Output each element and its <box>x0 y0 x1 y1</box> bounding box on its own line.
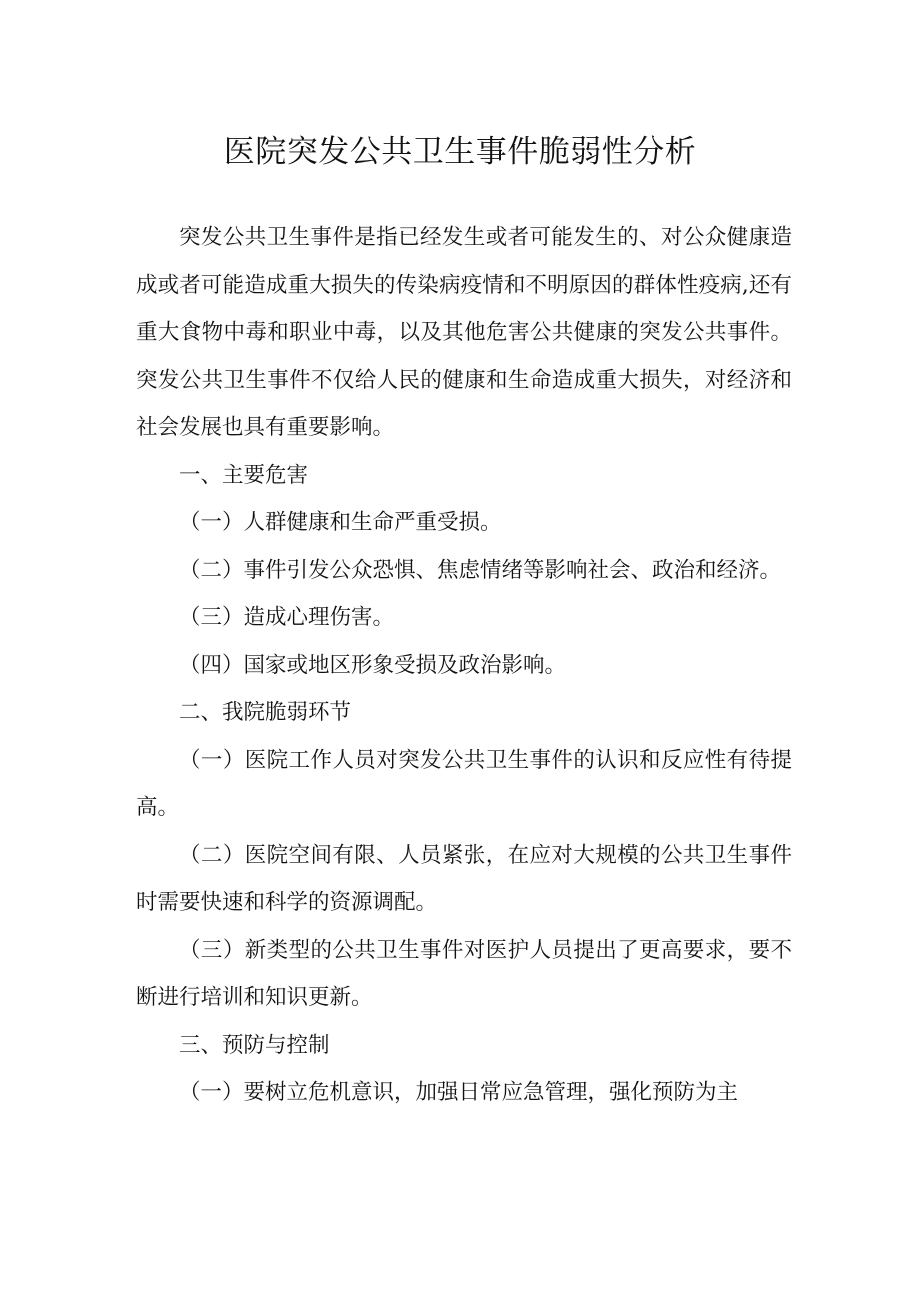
document-body <box>136 214 792 1117</box>
hazard-item-1: （一）人群健康和生命严重受损。 <box>179 510 502 535</box>
vulnerability-item-1: （一）医院工作人员对突发公共卫生事件的认识和反应性有待提高。 <box>136 747 792 820</box>
hazard-item-4: （四）国家或地区形象受损及政治影响。 <box>179 652 567 678</box>
vulnerability-item-2: （二）医院空间有限、人员紧张，在应对大规模的公共卫生事件时需要快速和科学的资源调配。 <box>136 842 792 915</box>
section-heading-vulnerabilities: 二、我院脆弱环节 <box>179 700 352 725</box>
hazard-item-2: （二）事件引发公众恐惧、焦虑情绪等影响社会、政治和经济。 <box>179 557 782 583</box>
section-heading-main-hazards: 一、主要危害 <box>179 462 309 488</box>
document-title: 医院突发公共卫生事件脆弱性分析 <box>223 134 697 170</box>
vulnerability-item-3: （三）新类型的公共卫生事件对医护人员提出了更高要求，要不断进行培训和知识更新。 <box>136 937 792 1010</box>
section-heading-prevention: 三、预防与控制 <box>179 1032 330 1058</box>
intro-paragraph: 突发公共卫生事件是指已经发生或者可能发生的、对公众健康造成或者可能造成重大损失的传染病疫情和不明原因的群体性疫病,还有重大食物中毒和职业中毒，以及其他危害公共健康的突发公共事件。突发公共卫生事件不仅给人民的健康和生命造成重大损失，对经济和社会发展也具有重要影响。 <box>136 225 792 440</box>
prevention-item-1: （一）要树立危机意识，加强日常应急管理，强化预防为主 <box>179 1080 739 1105</box>
hazard-item-3: （三）造成心理伤害。 <box>179 605 395 630</box>
